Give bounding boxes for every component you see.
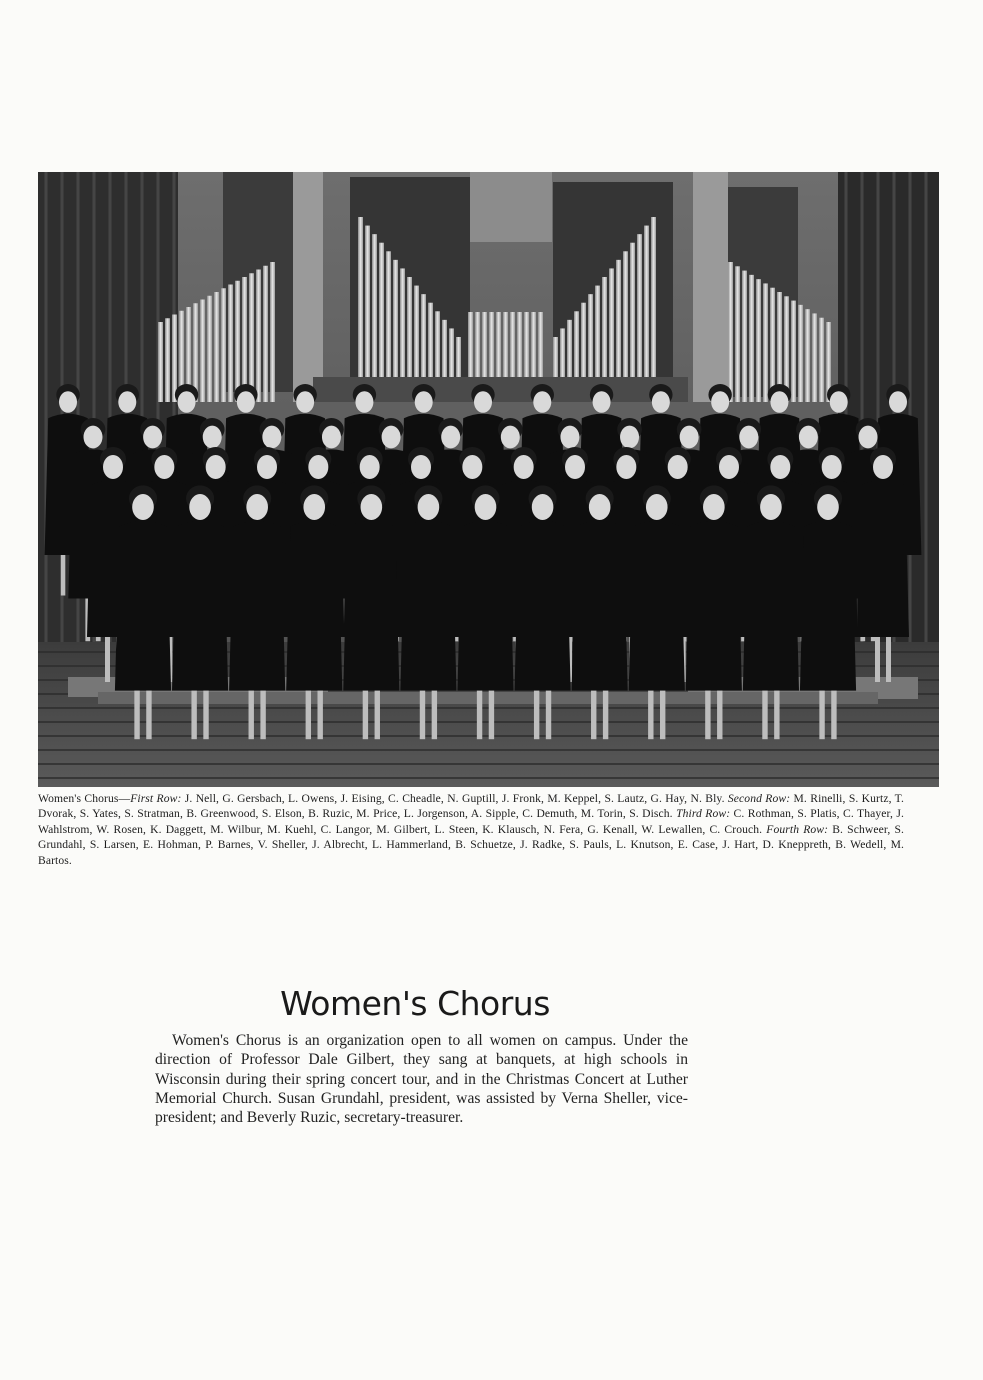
photo-caption [38,791,904,868]
row2-label: Second Row: [727,792,791,805]
row3-label: Third Row: [676,807,731,821]
row1-label: First Row: [130,792,182,805]
row3-names: C. Rothman, S. Platis, C. Thayer, J. Wahlstrom, W. Rosen, K. Daggett, M. Wilbur, M. Kuehl, C. Langor, M. Gilbert, L. Steen, K. Klausch, N. Fera, G. Kenall, W. Lewallen, C. Crouch. [38,807,904,836]
row1-names: J. Nell, G. Gersbach, L. Owens, J. Eising, C. Cheadle, N. Guptill, J. Fronk, M. Keppel, S. Lautz, G. Hay, N. Bly. [181,792,728,805]
row2-names: M. Rinelli, S. Kurtz, T. Dvorak, S. Yates, S. Stratman, B. Greenwood, S. Elson, B. Ruzic, M. Price, L. Jorgenson, A. Sipple, C. Demuth, M. Torin, S. Disch. [38,792,905,821]
caption-lead: Women's Chorus— [38,792,131,805]
article-body: Women's Chorus is an organization open to all women on campus. Under the direction of Professor Dale Gilbert, they sang at banquets, at high schools in Wisconsin during their spring concert tour, and in the Christmas Concert at Luther Memorial Church. Susan Grundahl, president, was assisted by Verna Sheller, vice-president; and Beverly Ruzic, secretary-treasurer. [155,1032,688,1127]
row4-label: Fourth Row: [766,822,829,836]
article-title: Women's Chorus [280,984,550,1023]
group-photo [38,172,939,787]
row4-names: B. Schweer, S. Grundahl, S. Larsen, E. Hohman, P. Barnes, V. Sheller, J. Albrecht, L. Hammerland, B. Schuetze, J. Radke, S. Pauls, L. Knutson, E. Case, J. Hart, D. Kneppreth, B. Wedell, M. Bartos. [38,822,904,867]
group-photo-icon [38,172,939,787]
